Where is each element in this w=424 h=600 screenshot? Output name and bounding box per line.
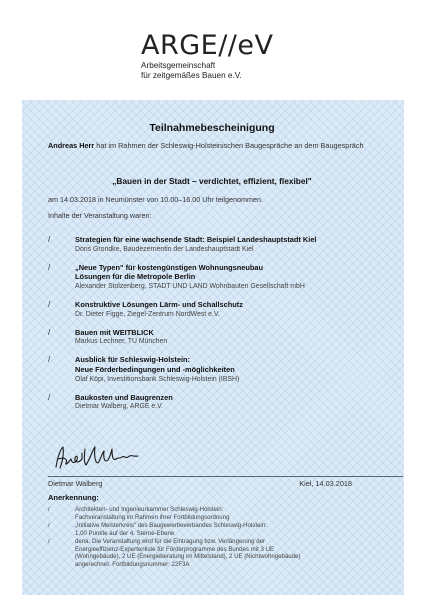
arge-logo bbox=[141, 31, 331, 81]
contents-label: Inhalte der Veranstaltung waren: bbox=[48, 211, 152, 220]
bullet-mark: / bbox=[48, 327, 51, 337]
recognition-line: Energieeffizienz-Expertenliste für Förderprogramme des Bundes mit 3 UE bbox=[75, 545, 275, 553]
program-item bbox=[48, 263, 398, 292]
place-and-date: Kiel, 14.03.2018 bbox=[299, 479, 352, 488]
recognition-line: (Wohngebäude), 2 UE (Energieberatung im Mittelstand), 2 UE (Nichtwohngebäude) bbox=[75, 553, 301, 561]
bullet-mark: / bbox=[48, 537, 50, 545]
logo-wordmark: ARGE//eV bbox=[141, 30, 274, 61]
program-item bbox=[48, 235, 398, 255]
recognition-line: 1,00 Punkte auf der 4. Sterne-Ebene bbox=[75, 529, 175, 537]
program-item-speaker: Doris Grondke, Baudezernentin der Landeshauptstadt Kiel bbox=[75, 245, 254, 253]
intro-text: hat im Rahmen der Schleswig-Holsteinischen Baugespräche an dem Baugespräch bbox=[96, 141, 364, 150]
program-item-title: Konstruktive Lösungen Lärm- und Schallschutz bbox=[75, 299, 243, 309]
recognition-heading: Anerkennung: bbox=[48, 493, 99, 502]
program-item-speaker: Markus Lechner, TU München bbox=[75, 338, 168, 346]
signature-line bbox=[48, 476, 403, 477]
bullet-mark: / bbox=[48, 355, 51, 365]
intro-paragraph bbox=[48, 141, 388, 151]
bullet-mark: / bbox=[48, 262, 51, 272]
recognition-section bbox=[48, 493, 378, 569]
recognition-item bbox=[48, 538, 378, 570]
program-item bbox=[48, 393, 398, 413]
program-item bbox=[48, 355, 398, 384]
bullet-mark: / bbox=[48, 299, 51, 309]
logo-subtitle-line-2: für zeitgemäßes Bauen e.V. bbox=[141, 71, 242, 80]
program-item-title: Ausblick für Schleswig-Holstein: bbox=[75, 355, 190, 365]
recognition-line: angerechnet. Fortbildungsnummer: 22F3A bbox=[75, 561, 190, 569]
program-item bbox=[48, 300, 398, 320]
recognition-line: „Initiative Meisterkreis" des Baugewerbeverbandes Schleswig-Holstein: bbox=[75, 521, 267, 529]
recognition-item bbox=[48, 522, 378, 538]
recognition-line: Fachveranstaltung im Rahmen ihrer Fortbildungsordnung bbox=[75, 513, 230, 521]
participant-name: Andreas Herr bbox=[48, 141, 95, 150]
document-title: Teilnahmebescheinigung bbox=[149, 122, 275, 134]
bullet-mark: / bbox=[48, 521, 50, 529]
bullet-mark: / bbox=[48, 392, 51, 402]
recognition-line: Architekten- und Ingenieurkammer Schleswig-Holstein: bbox=[75, 506, 224, 513]
program-item-title: Bauen mit WEITBLICK bbox=[75, 327, 154, 337]
program-item-subtitle: Lösungen für die Metropole Berlin bbox=[75, 272, 196, 282]
event-title: „Bauen in der Stadt – verdichtet, effizient, flexibel" bbox=[112, 176, 312, 186]
program-item-speaker: Dr. Dieter Figge, Ziegel-Zentrum NordWest e.V. bbox=[75, 310, 220, 318]
program-item-speaker: Dietmar Walberg, ARGE e.V. bbox=[75, 403, 163, 411]
program-item-speaker: Alexander Stolzenberg, STADT UND LAND Wohnbauten Gesellschaft mbH bbox=[75, 283, 305, 291]
program-item-title: Baukosten und Baugrenzen bbox=[75, 392, 173, 402]
signer-name: Dietmar Walberg bbox=[48, 479, 103, 488]
program-item-title: „Neue Typen" für kostengünstigen Wohnungsneubau bbox=[75, 262, 263, 272]
date-line: am 14.03.2018 in Neumünster von 10.00–16.00 Uhr teilgenommen. bbox=[48, 195, 263, 204]
program-item-speaker: Olaf Köpi, Investitionsbank Schleswig-Holstein (IBSH) bbox=[75, 375, 240, 383]
recognition-line: dena: Die Veranstaltung wird für die Eintragung bzw. Verlängerung der bbox=[75, 537, 266, 545]
bullet-mark: / bbox=[48, 235, 51, 244]
program-item bbox=[48, 328, 398, 348]
logo-subtitle-line-1: Arbeitsgemeinschaft bbox=[141, 61, 216, 70]
program-item-subtitle: Neue Förderbedingungen und -möglichkeiten bbox=[75, 364, 235, 374]
bullet-mark: / bbox=[48, 506, 50, 513]
recognition-item bbox=[48, 506, 378, 522]
handwritten-signature bbox=[52, 441, 142, 475]
program-list bbox=[48, 235, 398, 420]
program-item-title: Strategien für eine wachsende Stadt: Beispiel Landeshauptstadt Kiel bbox=[75, 235, 317, 244]
